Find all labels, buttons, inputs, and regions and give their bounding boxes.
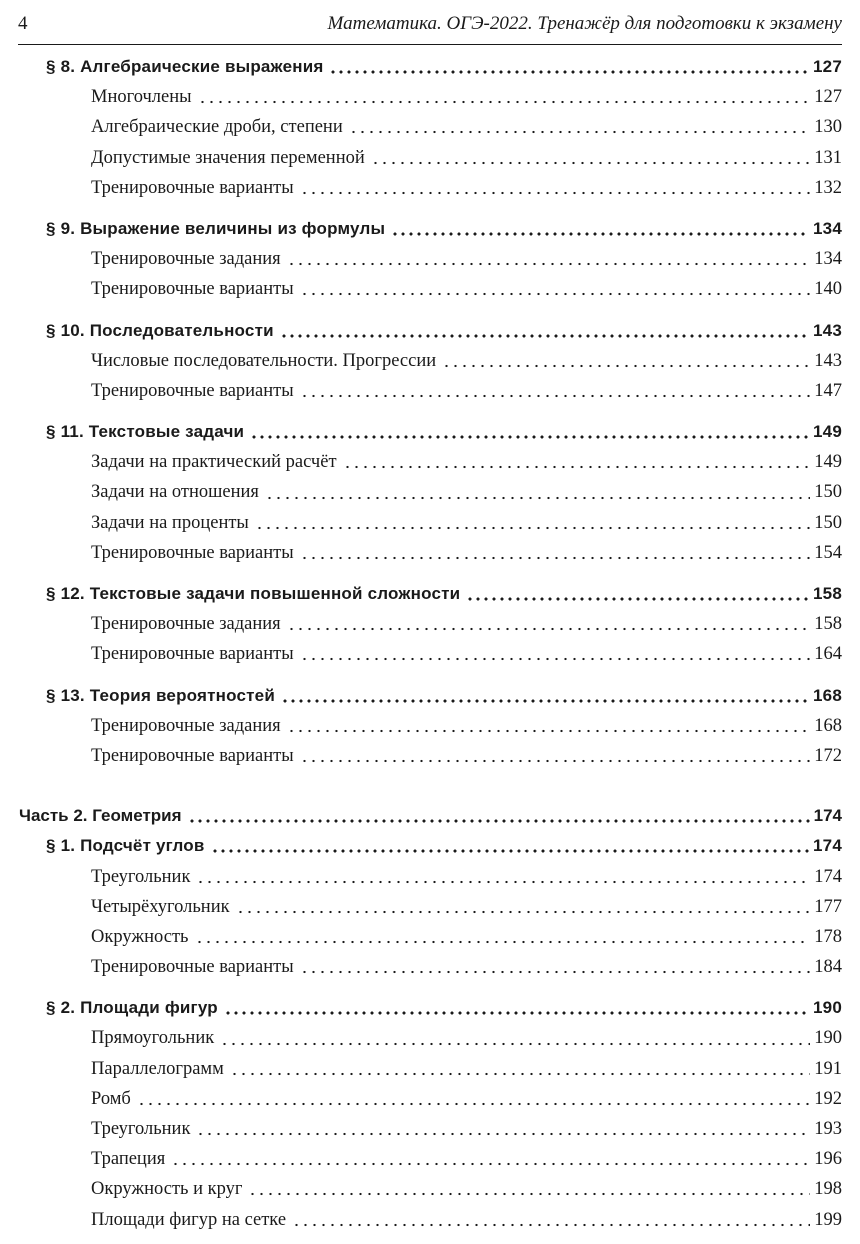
dot-leader: [329, 70, 809, 74]
dot-leader: [391, 232, 809, 236]
toc-entry-page: 184: [814, 957, 842, 978]
toc-entry-page: 158: [813, 584, 842, 603]
toc-entry-title: § 1. Подсчёт углов: [46, 836, 205, 856]
toc-entry[interactable]: [0, 82, 860, 112]
toc-entry-title: Алгебраические дроби, степени: [91, 117, 343, 138]
toc-section-heading[interactable]: [0, 993, 860, 1023]
toc-entry[interactable]: [0, 173, 860, 203]
toc-entry[interactable]: [0, 1144, 860, 1174]
page-number: 4: [18, 13, 28, 34]
toc-entry-title: Задачи на практический расчёт: [91, 452, 337, 473]
toc-entry[interactable]: [0, 1023, 860, 1053]
toc-section-heading[interactable]: [0, 316, 860, 346]
toc-entry-page: 147: [814, 380, 842, 401]
toc-entry-title: Треугольник: [91, 866, 191, 887]
toc-entry-page: 134: [813, 218, 842, 238]
toc-entry-page: 127: [814, 87, 842, 108]
toc-entry[interactable]: [0, 711, 860, 741]
toc-entry-title: Параллелограмм: [91, 1058, 224, 1079]
dot-leader: [280, 334, 809, 338]
toc-entry-page: 177: [814, 896, 842, 917]
toc-entry-page: 174: [813, 836, 842, 856]
toc-entry-page: 174: [814, 866, 842, 887]
toc-entry-title: § 13. Теория вероятностей: [46, 685, 275, 705]
toc-entry[interactable]: [0, 274, 860, 304]
toc-entry-page: 154: [814, 542, 842, 563]
dot-leader: [287, 729, 811, 733]
dot-leader: [196, 1132, 810, 1136]
dot-leader: [137, 1102, 810, 1106]
dot-leader: [300, 759, 811, 763]
section-spacer: [0, 568, 860, 579]
toc-entry-page: 196: [814, 1149, 842, 1170]
dot-leader: [300, 292, 811, 296]
dot-leader: [265, 496, 810, 500]
toc-entry[interactable]: [0, 508, 860, 538]
toc-entry-page: 192: [814, 1088, 842, 1109]
toc-entry-title: Прямоугольник: [91, 1028, 215, 1049]
toc-entry[interactable]: [0, 1054, 860, 1084]
dot-leader: [281, 699, 809, 703]
dot-leader: [224, 1011, 809, 1015]
dot-leader: [300, 657, 811, 661]
dot-leader: [188, 819, 810, 823]
toc-entry-title: Тренировочные варианты: [91, 380, 294, 401]
toc-entry[interactable]: [0, 538, 860, 568]
toc-entry-title: § 9. Выражение величины из формулы: [46, 218, 386, 238]
toc-entry-page: 168: [814, 715, 842, 736]
dot-leader: [300, 394, 811, 398]
dot-leader: [230, 1072, 810, 1076]
toc-entry-title: Тренировочные варианты: [91, 957, 294, 978]
toc-entry-title: § 8. Алгебраические выражения: [46, 57, 324, 76]
toc-entry-title: Многочлены: [91, 87, 192, 108]
dot-leader: [211, 849, 809, 853]
toc-entry-page: 191: [814, 1058, 842, 1079]
toc-section-heading[interactable]: [0, 681, 860, 711]
toc-entry-page: 193: [814, 1119, 842, 1139]
toc-section-heading[interactable]: [0, 831, 860, 861]
toc-entry-page: 134: [814, 249, 842, 270]
dot-leader: [198, 100, 811, 104]
toc-entry-title: Тренировочные варианты: [91, 644, 294, 665]
toc-entry-title: Часть 2. Геометрия: [19, 806, 182, 826]
table-of-contents: [0, 52, 860, 1235]
toc-entry-title: § 10. Последовательности: [46, 320, 274, 340]
dot-leader: [292, 1223, 810, 1227]
toc-section-heading[interactable]: [0, 214, 860, 244]
toc-entry-title: Тренировочные задания: [91, 614, 281, 635]
section-spacer: [0, 305, 860, 316]
toc-entry-title: Тренировочные варианты: [91, 542, 294, 563]
toc-entry-title: Тренировочные варианты: [91, 177, 294, 198]
toc-entry-page: 172: [814, 745, 842, 766]
dot-leader: [466, 597, 809, 601]
toc-entry-page: 150: [814, 482, 842, 503]
toc-section-heading[interactable]: [0, 417, 860, 447]
dot-leader: [300, 191, 811, 195]
toc-entry-page: 158: [814, 614, 842, 635]
toc-entry[interactable]: [0, 1205, 860, 1235]
toc-entry-page: 150: [814, 512, 842, 533]
section-spacer: [0, 406, 860, 417]
toc-entry-title: Числовые последовательности. Прогрессии: [91, 350, 437, 371]
toc-part-heading[interactable]: [0, 801, 860, 831]
toc-section-heading[interactable]: [0, 579, 860, 609]
dot-leader: [220, 1042, 810, 1046]
toc-entry-title: Задачи на проценты: [91, 512, 249, 533]
toc-entry-page: 131: [814, 147, 842, 168]
running-header: [18, 10, 842, 38]
toc-entry-page: 143: [814, 350, 842, 371]
dot-leader: [196, 880, 810, 884]
dot-leader: [349, 130, 811, 134]
header-rule: [18, 44, 842, 45]
dot-leader: [255, 526, 810, 530]
toc-entry-page: 149: [814, 452, 842, 473]
dot-leader: [195, 940, 811, 944]
toc-entry-title: Тренировочные варианты: [91, 279, 294, 300]
toc-entry[interactable]: [0, 143, 860, 173]
dot-leader: [371, 161, 810, 165]
toc-entry-page: 127: [813, 57, 842, 76]
toc-entry-page: 164: [814, 644, 842, 665]
toc-entry-page: 130: [814, 117, 842, 138]
toc-entry[interactable]: [0, 1174, 860, 1204]
toc-entry-title: Окружность и круг: [91, 1179, 243, 1200]
toc-entry-title: Допустимые значения переменной: [91, 147, 365, 168]
toc-entry-page: 198: [814, 1179, 842, 1200]
toc-entry-page: 143: [813, 320, 842, 340]
toc-entry-title: Ромб: [91, 1088, 131, 1109]
toc-entry-page: 199: [814, 1209, 842, 1230]
toc-entry-title: Треугольник: [91, 1119, 191, 1139]
section-spacer: [0, 670, 860, 681]
toc-section-heading[interactable]: [0, 52, 860, 82]
toc-entry[interactable]: [0, 862, 860, 892]
section-spacer: [0, 982, 860, 993]
toc-entry-page: 190: [813, 998, 842, 1018]
dot-leader: [300, 556, 811, 560]
toc-entry-page: 168: [813, 685, 842, 705]
toc-entry-title: § 2. Площади фигур: [46, 998, 218, 1018]
toc-entry-page: 178: [814, 926, 842, 947]
dot-leader: [171, 1162, 810, 1166]
section-spacer: [0, 203, 860, 214]
dot-leader: [300, 970, 811, 974]
toc-entry[interactable]: [0, 1084, 860, 1114]
dot-leader: [287, 262, 811, 266]
toc-entry[interactable]: [0, 952, 860, 982]
dot-leader: [236, 910, 811, 914]
toc-entry-title: Площади фигур на сетке: [91, 1209, 287, 1230]
toc-entry-page: 149: [813, 422, 842, 442]
toc-entry-page: 190: [814, 1028, 842, 1049]
toc-entry-page: 140: [814, 279, 842, 300]
toc-entry-title: Окружность: [91, 926, 189, 947]
toc-entry[interactable]: [0, 639, 860, 669]
toc-entry-title: § 12. Текстовые задачи повышенной сложности: [46, 584, 461, 603]
toc-entry[interactable]: [0, 244, 860, 274]
part-spacer: [0, 771, 860, 801]
toc-entry[interactable]: [0, 346, 860, 376]
toc-entry[interactable]: [0, 447, 860, 477]
dot-leader: [248, 1192, 810, 1196]
toc-entry-title: Задачи на отношения: [91, 482, 259, 503]
dot-leader: [250, 435, 809, 439]
toc-entry-page: 174: [813, 806, 842, 826]
toc-entry[interactable]: [0, 741, 860, 771]
toc-entry-title: Тренировочные варианты: [91, 745, 294, 766]
dot-leader: [343, 465, 811, 469]
toc-entry[interactable]: [0, 922, 860, 952]
dot-leader: [287, 627, 811, 631]
dot-leader: [442, 364, 810, 368]
toc-entry-title: Трапеция: [91, 1149, 166, 1170]
toc-entry-title: Тренировочные задания: [91, 249, 281, 270]
toc-entry[interactable]: [0, 376, 860, 406]
toc-entry-title: Тренировочные задания: [91, 715, 281, 736]
toc-entry-title: § 11. Текстовые задачи: [46, 422, 245, 442]
toc-entry-title: Четырёхугольник: [91, 896, 230, 917]
toc-entry[interactable]: [0, 112, 860, 142]
toc-entry-page: 132: [814, 177, 842, 198]
book-title: Математика. ОГЭ-2022. Тренажёр для подготовки к экзамену: [327, 13, 842, 34]
toc-entry[interactable]: [0, 477, 860, 507]
toc-entry[interactable]: [0, 609, 860, 639]
toc-entry[interactable]: [0, 892, 860, 922]
toc-entry[interactable]: [0, 1114, 860, 1144]
